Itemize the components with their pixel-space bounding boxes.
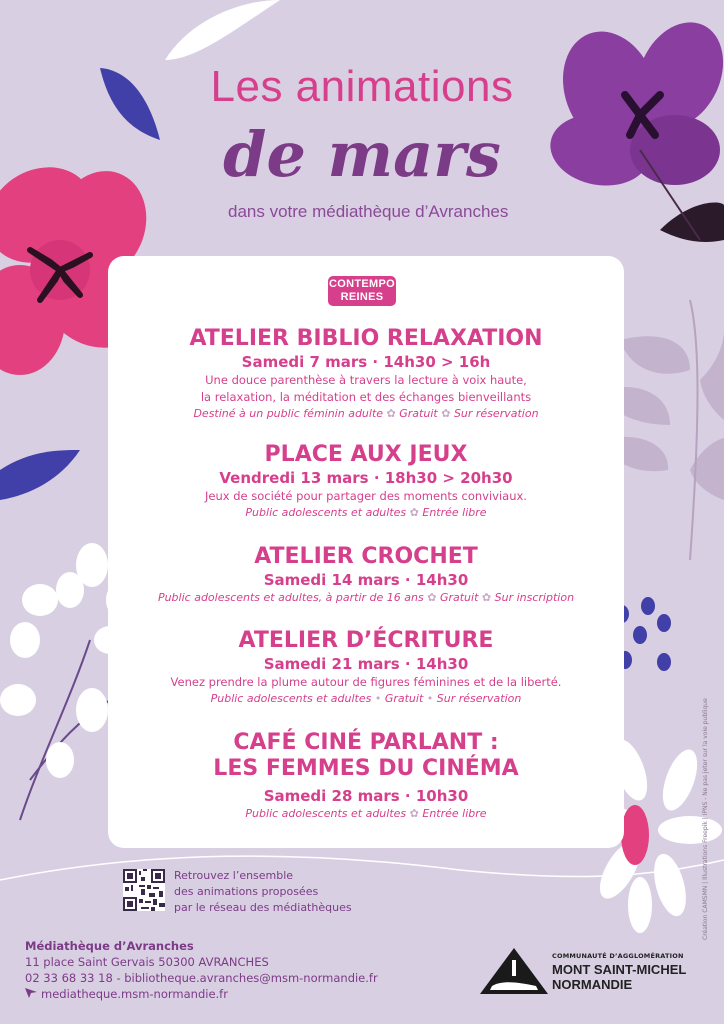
event-date: Samedi 7 mars · 14h30 > 16h [241,353,491,371]
event-booking: Sur inscription [494,591,575,604]
event-date: Samedi 21 mars · 14h30 [263,655,469,673]
flower-separator-icon: ✿ [437,407,454,420]
event-info [108,505,624,521]
dot-separator-icon: • [423,692,437,705]
event-price: Gratuit [399,407,438,420]
event-description: Jeux de société pour partager des moments conviviaux. [205,489,527,503]
event-entry: Entrée libre [422,807,487,820]
event-atelier-crochet [108,544,624,606]
page-subtitle: dans votre médiathèque d’Avranches [228,202,509,221]
event-biblio-relaxation [108,326,624,422]
flower-separator-icon: ✿ [478,591,495,604]
footer-contact [25,938,378,1002]
event-title: PLACE AUX JEUX [264,442,468,467]
logo-title-line: MONT SAINT-MICHEL [552,962,687,977]
dot-separator-icon: • [371,692,385,705]
blue-leaf-left [0,450,80,500]
event-info [108,590,624,606]
logo-title [552,962,686,992]
event-description: Venez prendre la plume autour de figures féminines et de la liberté. [170,675,562,689]
event-place-aux-jeux [108,442,624,521]
page-title-line2: de mars [223,118,501,191]
library-website-row[interactable] [25,986,378,1002]
event-audience: Destiné à un public féminin adulte [193,407,384,420]
event-date: Samedi 14 mars · 14h30 [263,571,469,589]
event-cafe-cine [108,730,624,822]
event-date: Samedi 28 mars · 10h30 [263,787,469,805]
event-audience: Public adolescents et adultes [245,506,407,519]
logo-title-line: NORMANDIE [552,977,633,992]
event-atelier-ecriture [108,628,624,707]
event-info [108,691,624,707]
library-phone-email[interactable]: 02 33 68 33 18 - bibliotheque.avranches@msm-normandie.fr [25,971,378,985]
library-address: 11 place Saint Gervais 50300 AVRANCHES [25,955,269,969]
event-price: Gratuit [384,692,424,705]
badge-line2: REINES [340,291,384,303]
contempo-reines-badge [328,276,396,306]
event-title: LES FEMMES DU CINÉMA [213,756,519,781]
event-info [108,406,624,422]
qr-caption-line: des animations proposées [174,885,319,898]
event-description: Une douce parenthèse à travers la lecture à voix haute, [205,373,527,387]
qr-code[interactable] [123,869,165,911]
event-entry: Entrée libre [422,506,487,519]
library-website[interactable]: mediatheque.msm-normandie.fr [41,987,228,1001]
print-credit: Création CAMSMN | Illustrations Freepik | IPNS - Ne pas jeter sur la voie publique [702,698,709,940]
library-name: Médiathèque d’Avranches [25,939,194,953]
event-audience: Public adolescents et adultes [210,692,372,705]
event-title: CAFÉ CINÉ PARLANT : [233,730,499,755]
qr-caption-line: par le réseau des médiathèques [174,901,352,914]
page-title-line1: Les animations [210,62,514,111]
qr-caption [174,868,352,916]
flower-separator-icon: ✿ [406,506,423,519]
white-leaf-top [165,0,280,60]
event-booking: Sur réservation [453,407,539,420]
event-description: la relaxation, la méditation et des échanges bienveillants [200,390,532,404]
event-price: Gratuit [439,591,479,604]
cursor-arrow-icon [25,988,37,998]
event-date: Vendredi 13 mars · 18h30 > 20h30 [219,469,513,487]
event-title: ATELIER D’ÉCRITURE [238,628,494,653]
event-info [108,806,624,822]
badge-line1: CONTEMPO [329,278,395,290]
flower-separator-icon: ✿ [383,407,400,420]
flower-separator-icon: ✿ [406,807,423,820]
event-audience: Public adolescents et adultes, à partir de 16 ans [157,591,424,604]
event-booking: Sur réservation [436,692,522,705]
event-title: ATELIER CROCHET [254,544,478,569]
msm-logo-icon [478,946,550,998]
event-audience: Public adolescents et adultes [245,807,407,820]
logo-subtitle: COMMUNAUTÉ D’AGGLOMÉRATION [552,952,684,960]
qr-caption-line: Retrouvez l’ensemble [174,869,294,882]
event-title: ATELIER BIBLIO RELAXATION [189,326,543,351]
flower-separator-icon: ✿ [423,591,440,604]
